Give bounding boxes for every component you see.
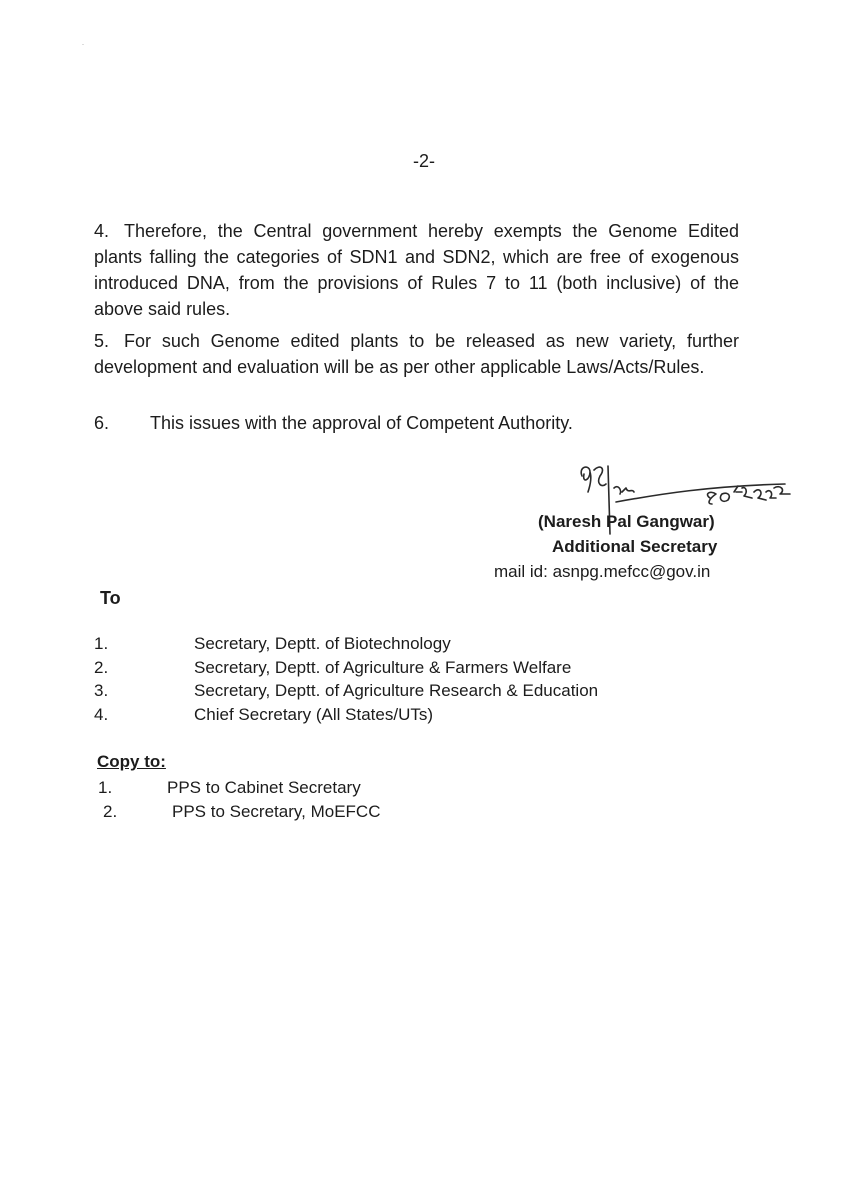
copy-to-label: Copy to: (97, 752, 166, 771)
paragraph-number: 4. (94, 221, 110, 241)
list-number: 3. (94, 681, 109, 700)
paragraph-4 (94, 218, 739, 322)
list-text: Secretary, Deptt. of Agriculture Research & Education (194, 681, 599, 700)
list-number: 1. (98, 778, 113, 797)
page-number: -2- (413, 151, 435, 171)
list-number: 2. (103, 801, 118, 821)
paragraph-text: Therefore, the Central government hereby exempts the Genome Edited plants falling the categories of SDN1 and SDN2, which are free of exogenous introduced DNA, from the provisions of Rules 7 to 11 (both inclusive) of the above said rules. (94, 221, 739, 319)
list-number: 1. (94, 634, 109, 653)
list-number: 2. (94, 657, 109, 677)
scan-speck (82, 44, 84, 45)
list-text: Secretary, Deptt. of Biotechnology (194, 634, 451, 653)
list-text: PPS to Secretary, MoEFCC (172, 801, 381, 821)
signatory-name: (Naresh Pal Gangwar) (538, 512, 715, 531)
list-text: PPS to Cabinet Secretary (167, 778, 361, 797)
signatory-designation: Additional Secretary (552, 537, 718, 556)
paragraph-number: 5. (94, 331, 110, 351)
paragraph-6 (94, 410, 739, 436)
list-text: Chief Secretary (All States/UTs) (194, 704, 434, 724)
paragraph-text: This issues with the approval of Competent Authority. (150, 413, 573, 433)
list-number: 4. (94, 704, 109, 724)
to-label: To (100, 588, 121, 608)
signatory-email: mail id: asnpg.mefcc@gov.in (494, 562, 711, 581)
paragraph-text: For such Genome edited plants to be released as new variety, further development and evaluation will be as per other applicable Laws/Acts/Rules. (94, 331, 739, 377)
paragraph-number: 6. (94, 413, 110, 433)
paragraph-5 (94, 328, 739, 380)
list-text: Secretary, Deptt. of Agriculture & Farmers Welfare (194, 657, 572, 677)
